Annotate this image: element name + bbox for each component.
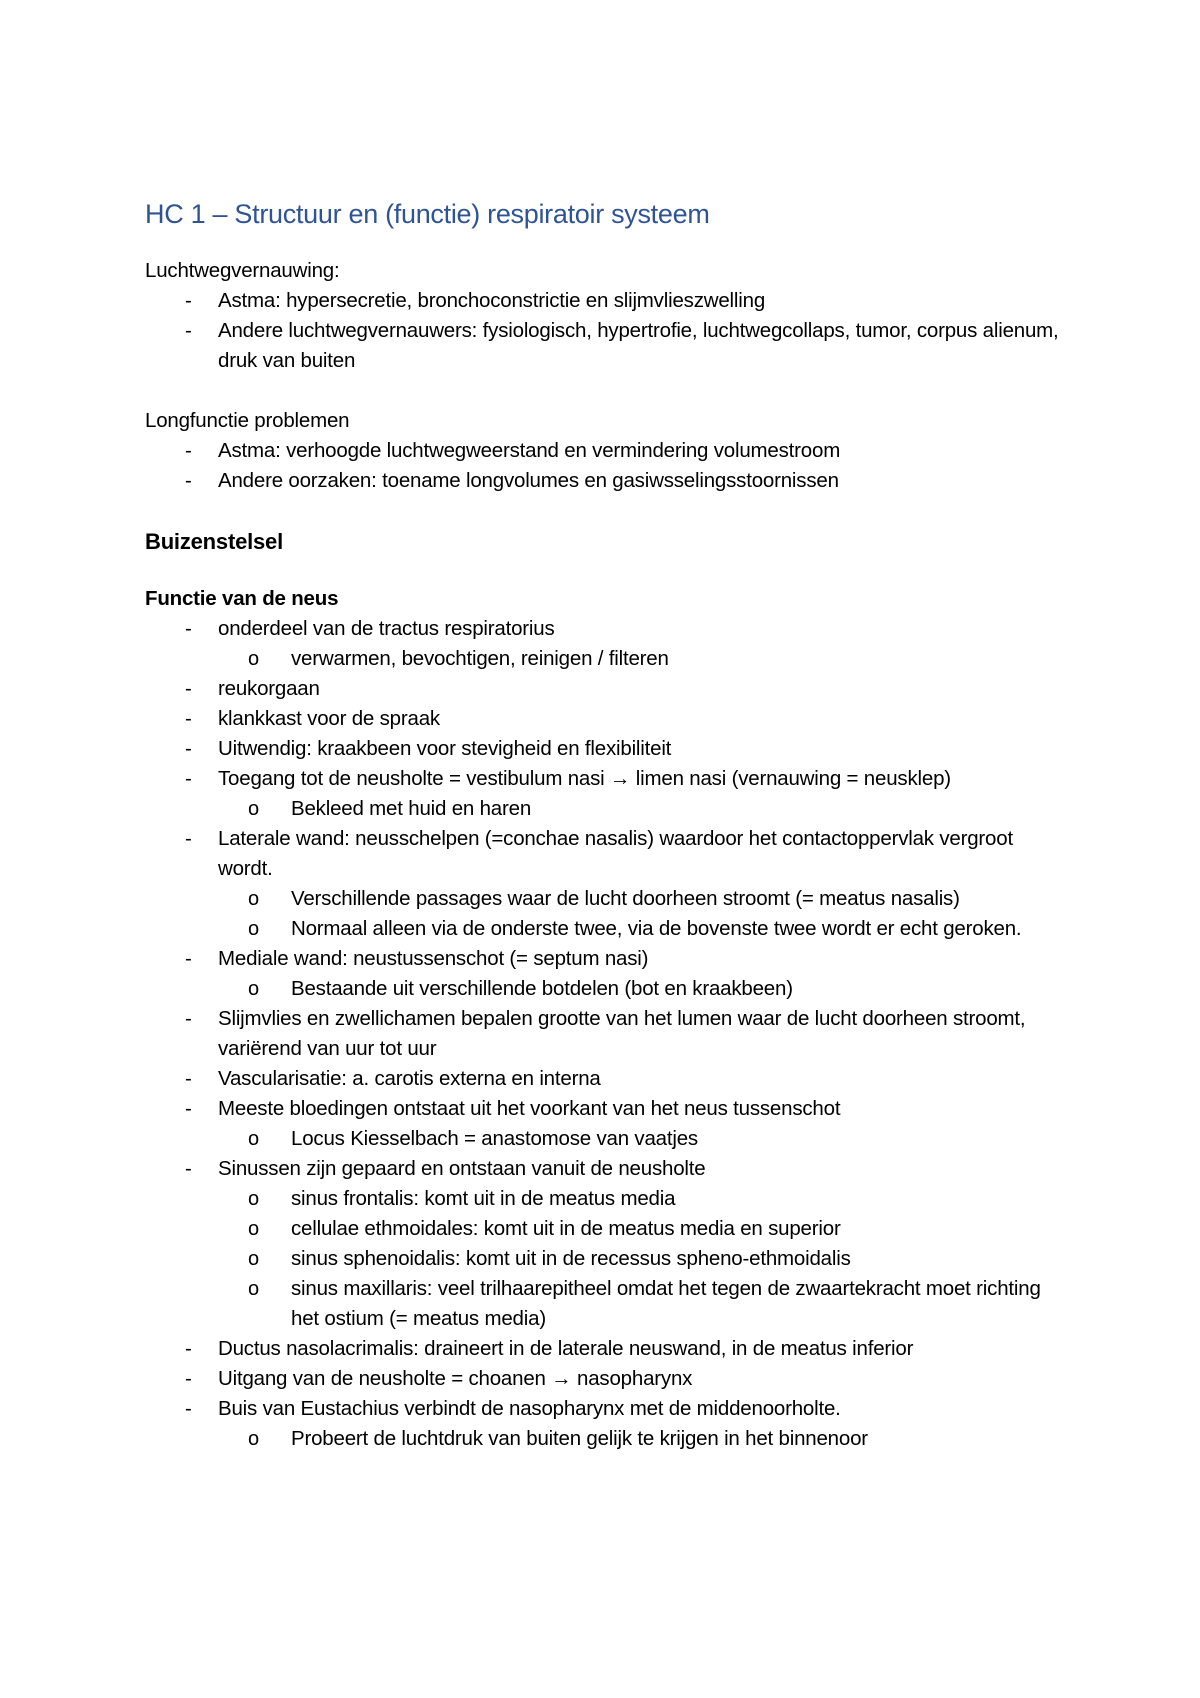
list-item: [145, 1334, 1065, 1364]
list-item-text: Slijmvlies en zwellichamen bepalen grootte van het lumen waar de lucht doorheen stroomt, variërend van uur tot uur: [218, 1007, 1026, 1060]
circle-bullet: o: [248, 1218, 259, 1240]
circle-bullet: o: [248, 888, 259, 910]
functie-neus-list: [145, 614, 1065, 1454]
list-item: [145, 1154, 1065, 1334]
circle-bullet: o: [248, 1248, 259, 1270]
sub-list-item: [145, 914, 1065, 944]
sub-list-item: [145, 1274, 1065, 1334]
sub-list-item: [145, 1424, 1065, 1454]
list-item-text: Sinussen zijn gepaard en ontstaan vanuit de neusholte: [218, 1157, 706, 1180]
list-item: [145, 286, 1065, 316]
list-item-text: Vascularisatie: a. carotis externa en interna: [218, 1067, 601, 1090]
list-item-text: Toegang tot de neusholte = vestibulum nasi → limen nasi (vernauwing = neusklep): [218, 767, 951, 790]
list-item: [145, 944, 1065, 1004]
dash-bullet: -: [185, 737, 192, 760]
list-item: [145, 734, 1065, 764]
luchtwegvernauwing-list: [145, 286, 1065, 376]
list-item-text: Buis van Eustachius verbindt de nasopharynx met de middenoorholte.: [218, 1397, 841, 1420]
circle-bullet: o: [248, 1278, 259, 1300]
sub-list-item-text: Locus Kiesselbach = anastomose van vaatjes: [291, 1127, 698, 1150]
list-item-text: onderdeel van de tractus respiratorius: [218, 617, 555, 640]
dash-bullet: -: [185, 767, 192, 790]
list-item: [145, 1364, 1065, 1394]
list-item-text: Uitwendig: kraakbeen voor stevigheid en flexibiliteit: [218, 737, 672, 760]
sub-list-item-text: Bestaande uit verschillende botdelen (bot en kraakbeen): [291, 977, 793, 1000]
list-item: [145, 1004, 1065, 1064]
sub-list-item: [145, 1124, 1065, 1154]
list-item: [145, 1094, 1065, 1154]
sub-list: [145, 1184, 1065, 1334]
document-content: [145, 196, 1065, 1454]
list-item: [145, 764, 1065, 824]
sub-list-item-text: Normaal alleen via de onderste twee, via de bovenste twee wordt er echt geroken.: [291, 917, 1022, 940]
dash-bullet: -: [185, 1097, 192, 1120]
dash-bullet: -: [185, 439, 192, 462]
circle-bullet: o: [248, 1128, 259, 1150]
circle-bullet: o: [248, 918, 259, 940]
list-item-text: Andere oorzaken: toename longvolumes en gasiwsselingsstoornissen: [218, 469, 839, 492]
page-title: HC 1 – Structuur en (functie) respiratoir systeem: [145, 199, 710, 229]
sub-list-item-text: sinus maxillaris: veel trilhaarepitheel omdat het tegen de zwaartekracht moet richting het ostium (= meatus media): [291, 1277, 1041, 1330]
sub-list: [145, 794, 1065, 824]
dash-bullet: -: [185, 1157, 192, 1180]
list-item: [145, 436, 1065, 466]
circle-bullet: o: [248, 1428, 259, 1450]
functie-neus-subheading: Functie van de neus: [145, 587, 339, 610]
sub-list-item: [145, 974, 1065, 1004]
list-item: [145, 704, 1065, 734]
spacer: [145, 496, 1065, 524]
sub-list-item: [145, 884, 1065, 914]
circle-bullet: o: [248, 1188, 259, 1210]
sub-list-item-text: cellulae ethmoidales: komt uit in de meatus media en superior: [291, 1217, 841, 1240]
dash-bullet: -: [185, 319, 192, 342]
list-item: [145, 614, 1065, 674]
list-item: [145, 466, 1065, 496]
list-item-text: Astma: verhoogde luchtwegweerstand en vermindering volumestroom: [218, 439, 841, 462]
spacer: [145, 376, 1065, 406]
list-item-text: Meeste bloedingen ontstaat uit het voorkant van het neus tussenschot: [218, 1097, 841, 1120]
sub-list: [145, 1124, 1065, 1154]
dash-bullet: -: [185, 1007, 192, 1030]
circle-bullet: o: [248, 648, 259, 670]
dash-bullet: -: [185, 1067, 192, 1090]
sub-list-item: [145, 1184, 1065, 1214]
dash-bullet: -: [185, 1367, 192, 1390]
sub-list: [145, 1424, 1065, 1454]
dash-bullet: -: [185, 469, 192, 492]
dash-bullet: -: [185, 947, 192, 970]
dash-bullet: -: [185, 707, 192, 730]
list-item: [145, 824, 1065, 944]
list-item: [145, 1394, 1065, 1454]
sub-list-item-text: Probeert de luchtdruk van buiten gelijk te krijgen in het binnenoor: [291, 1427, 868, 1450]
sub-list: [145, 884, 1065, 944]
list-item: [145, 1064, 1065, 1094]
sub-list-item: [145, 1214, 1065, 1244]
dash-bullet: -: [185, 1397, 192, 1420]
sub-list: [145, 644, 1065, 674]
sub-list: [145, 974, 1065, 1004]
list-item-text: Mediale wand: neustussenschot (= septum nasi): [218, 947, 649, 970]
sub-list-item-text: Bekleed met huid en haren: [291, 797, 532, 820]
list-item-text: Andere luchtwegvernauwers: fysiologisch, hypertrofie, luchtwegcollaps, tumor, corpus alienum, druk van buiten: [218, 319, 1059, 372]
sub-list-item: [145, 1244, 1065, 1274]
sub-list-item-text: sinus sphenoidalis: komt uit in de recessus spheno-ethmoidalis: [291, 1247, 851, 1270]
dash-bullet: -: [185, 677, 192, 700]
sub-list-item: [145, 644, 1065, 674]
list-item: [145, 316, 1065, 376]
list-item-text: Uitgang van de neusholte = choanen → nasopharynx: [218, 1367, 693, 1390]
sub-list-item-text: Verschillende passages waar de lucht doorheen stroomt (= meatus nasalis): [291, 887, 960, 910]
list-item-text: reukorgaan: [218, 677, 320, 700]
sub-list-item-text: sinus frontalis: komt uit in de meatus media: [291, 1187, 676, 1210]
list-item-text: Astma: hypersecretie, bronchoconstrictie en slijmvlieszwelling: [218, 289, 766, 312]
circle-bullet: o: [248, 978, 259, 1000]
list-item-text: klankkast voor de spraak: [218, 707, 440, 730]
dash-bullet: -: [185, 617, 192, 640]
list-item: [145, 674, 1065, 704]
dash-bullet: -: [185, 827, 192, 850]
circle-bullet: o: [248, 798, 259, 820]
sub-list-item-text: verwarmen, bevochtigen, reinigen / filteren: [291, 647, 669, 670]
dash-bullet: -: [185, 1337, 192, 1360]
section-buizenstelsel-heading: Buizenstelsel: [145, 529, 284, 554]
list-item-text: Ductus nasolacrimalis: draineert in de laterale neuswand, in de meatus inferior: [218, 1337, 914, 1360]
section-luchtwegvernauwing-heading: Luchtwegvernauwing:: [145, 259, 340, 282]
list-item-text: Laterale wand: neusschelpen (=conchae nasalis) waardoor het contactoppervlak vergroot wordt.: [218, 827, 1013, 880]
sub-list-item: [145, 794, 1065, 824]
section-longfunctie-heading: Longfunctie problemen: [145, 409, 350, 432]
dash-bullet: -: [185, 289, 192, 312]
longfunctie-list: [145, 436, 1065, 496]
